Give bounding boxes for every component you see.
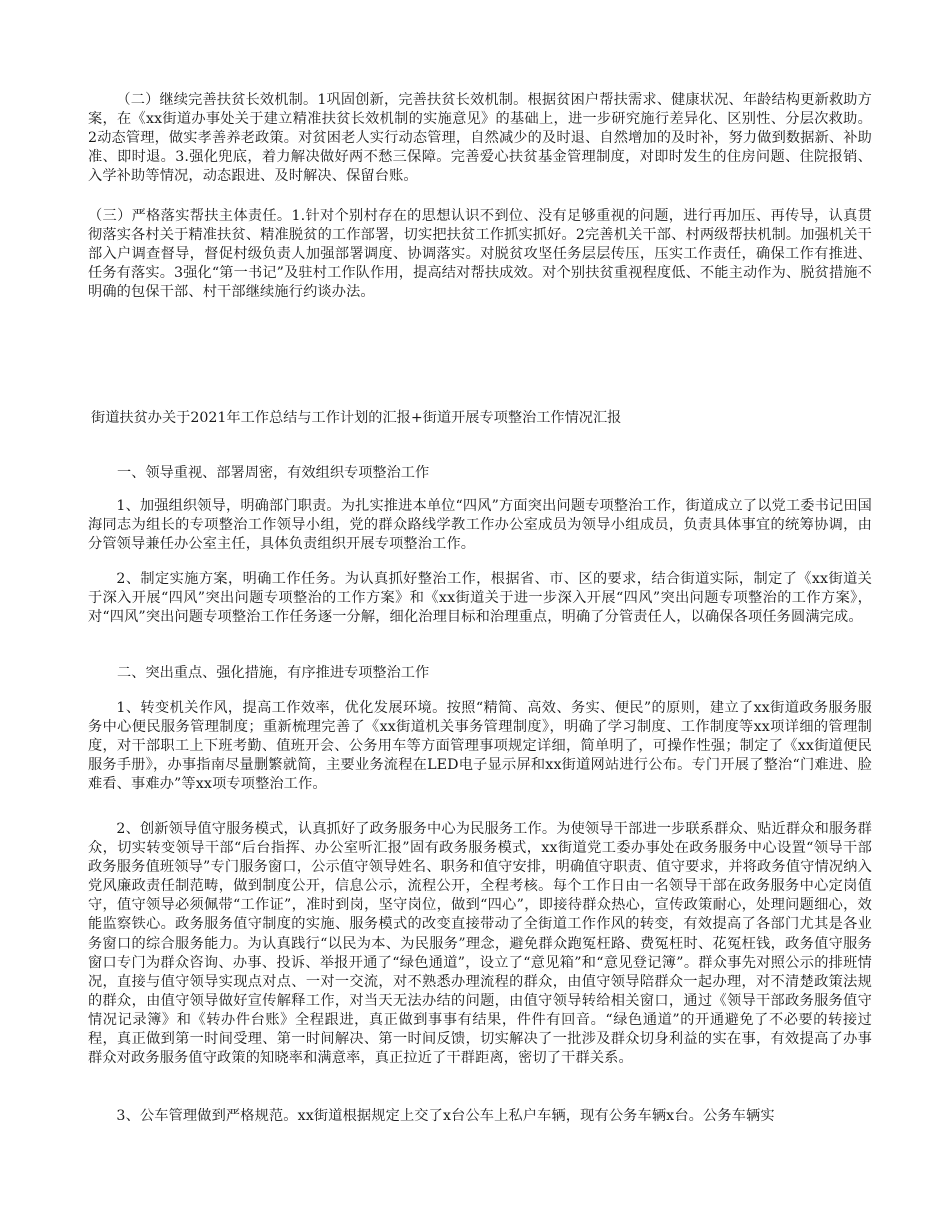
- paragraph-vehicle: 3、公车管理做到严格规范。xx街道根据规定上交了x台公车上私户车辆，现有公务车辆x台。公务车辆实: [116, 1108, 775, 1124]
- document-title: 街道扶贫办关于2021年工作总结与工作计划的汇报+街道开展专项整治工作情况汇报: [91, 410, 622, 426]
- section-heading-2: 二、突出重点、强化措施，有序推进专项整治工作: [117, 665, 430, 681]
- paragraph-plan: 2、制定实施方案，明确工作任务。为认真抓好整治工作，根据省、市、区的要求，结合街道实际，制定了《xx街道关于深入开展“四风”突出问题专项整治的工作方案》和《xx街道关于进一步深入开展“四风”突出问题专项整治的工作方案》，对“四风”突出问题专项整治工作任务逐一分解，细化治理目标和治理重点，明确了分管责任人，以确保各项任务圆满完成。: [88, 571, 872, 626]
- paragraph-work-style: 1、转变机关作风，提高工作效率，优化发展环境。按照“精简、高效、务实、便民”的原则，建立了xx街道政务服务服务中心便民服务管理制度；重新梳理完善了《xx街道机关事务管理制度》，明确了学习制度、工作制度等xx项详细的管理制度，对干部职工上下班考勤、值班开会、公务用车等方面管理事项规定详细，简单明了，可操作性强；制定了《xx街道便民服务手册》，办事指南尽量删繁就简，主要业务流程在LED电子显示屏和xx街道网站进行公布。专门开展了整治“门难进、脸难看、事难办”等xx项专项整治工作。: [88, 700, 872, 793]
- section-heading-1: 一、领导重视、部署周密，有效组织专项整治工作: [117, 465, 430, 481]
- paragraph-organization: 1、加强组织领导，明确部门职责。为扎实推进本单位“四风”方面突出问题专项整治工作，街道成立了以党工委书记田国海同志为组长的专项整治工作领导小组，党的群众路线学教工作办公室成员为领导小组成员，负责具体事宜的统筹协调，由分管领导兼任办公室主任，具体负责组织开展专项整治工作。: [88, 498, 872, 553]
- paragraph-continue-mechanism: （二）继续完善扶贫长效机制。1巩固创新，完善扶贫长效机制。根据贫困户帮扶需求、健康状况、年龄结构更新救助方案，在《xx街道办事处关于建立精准扶贫长效机制的实施意见》的基础上，进一步研究施行差异化、区别性、分层次救助。2动态管理，做实孝善养老政策。对贫困老人实行动态管理，自然减少的及时退、自然增加的及时补，努力做到数据新、补助准、即时退。3.强化兜底，着力解决做好两不愁三保障。完善爱心扶贫基金管理制度，对即时发生的住房问题、住院报销、入学补助等情况，动态跟进、及时解决、保留台账。: [88, 92, 872, 185]
- paragraph-service-mode: 2、创新领导值守服务模式，认真抓好了政务服务中心为民服务工作。为使领导干部进一步联系群众、贴近群众和服务群众，切实转变领导干部“后台指挥、办公室听汇报”固有政务服务模式，xx街道党工委办事处在政务服务中心设置“领导干部政务服务值班领导”专门服务窗口，公示值守领导姓名、职务和值守安排，明确值守职责、值守要求，并将政务值守情况纳入党风廉政责任制范畴，做到制度公开，信息公示，流程公开，全程考核。每个工作日由一名领导干部在政务服务中心定岗值守，值守领导必须佩带“工作证”，准时到岗，坚守岗位，做到“四心”，即接待群众热心，宣传政策耐心，处理问题细心，效能监察铁心。政务服务值守制度的实施、服务模式的改变直接带动了全街道工作作风的转变，有效提高了各部门尤其是各业务窗口的综合服务能力。为认真践行“以民为本、为民服务”理念，避免群众跑冤枉路、费冤枉时、花冤枉钱，政务值守服务窗口专门为群众咨询、办事、投诉、举报开通了“绿色通道”，设立了“意见箱”和“意见登记簿”。群众事先对照公示的排班情况，直接与值守领导实现点对点、一对一交流，对不熟悉办理流程的群众，由值守领导陪群众一起办理，对不清楚政策法规的群众，由值守领导做好宣传解释工作，对当天无法办结的问题，由值守领导转给相关窗口，通过《领导干部政务服务值守情况记录簿》和《转办件台账》全程跟进，真正做到事事有结果，件件有回音。“绿色通道”的开通避免了不必要的转接过程，真正做到第一时间受理、第一时间解决、第一时间反馈，切实解决了一批涉及群众切身利益的实在事，有效提高了办事群众对政务服务值守政策的知晓率和满意率，真正拉近了干群距离，密切了干群关系。: [88, 821, 872, 1067]
- paragraph-responsibility: （三）严格落实帮扶主体责任。1.针对个别村存在的思想认识不到位、没有足够重视的问题，进行再加压、再传导，认真贯彻落实各村关于精准扶贫、精准脱贫的工作部署，切实把扶贫工作抓实抓好。2完善机关干部、村两级帮扶机制。加强机关干部入户调查督导，督促村级负责人加强部署调度、协调落实。对脱贫攻坚任务层层传压，压实工作责任，确保工作有推进、任务有落实。3强化“第一书记”及驻村工作队作用，提高结对帮扶成效。对个别扶贫重视程度低、不能主动作为、脱贫措施不明确的包保干部、村干部继续施行约谈办法。: [88, 208, 872, 301]
